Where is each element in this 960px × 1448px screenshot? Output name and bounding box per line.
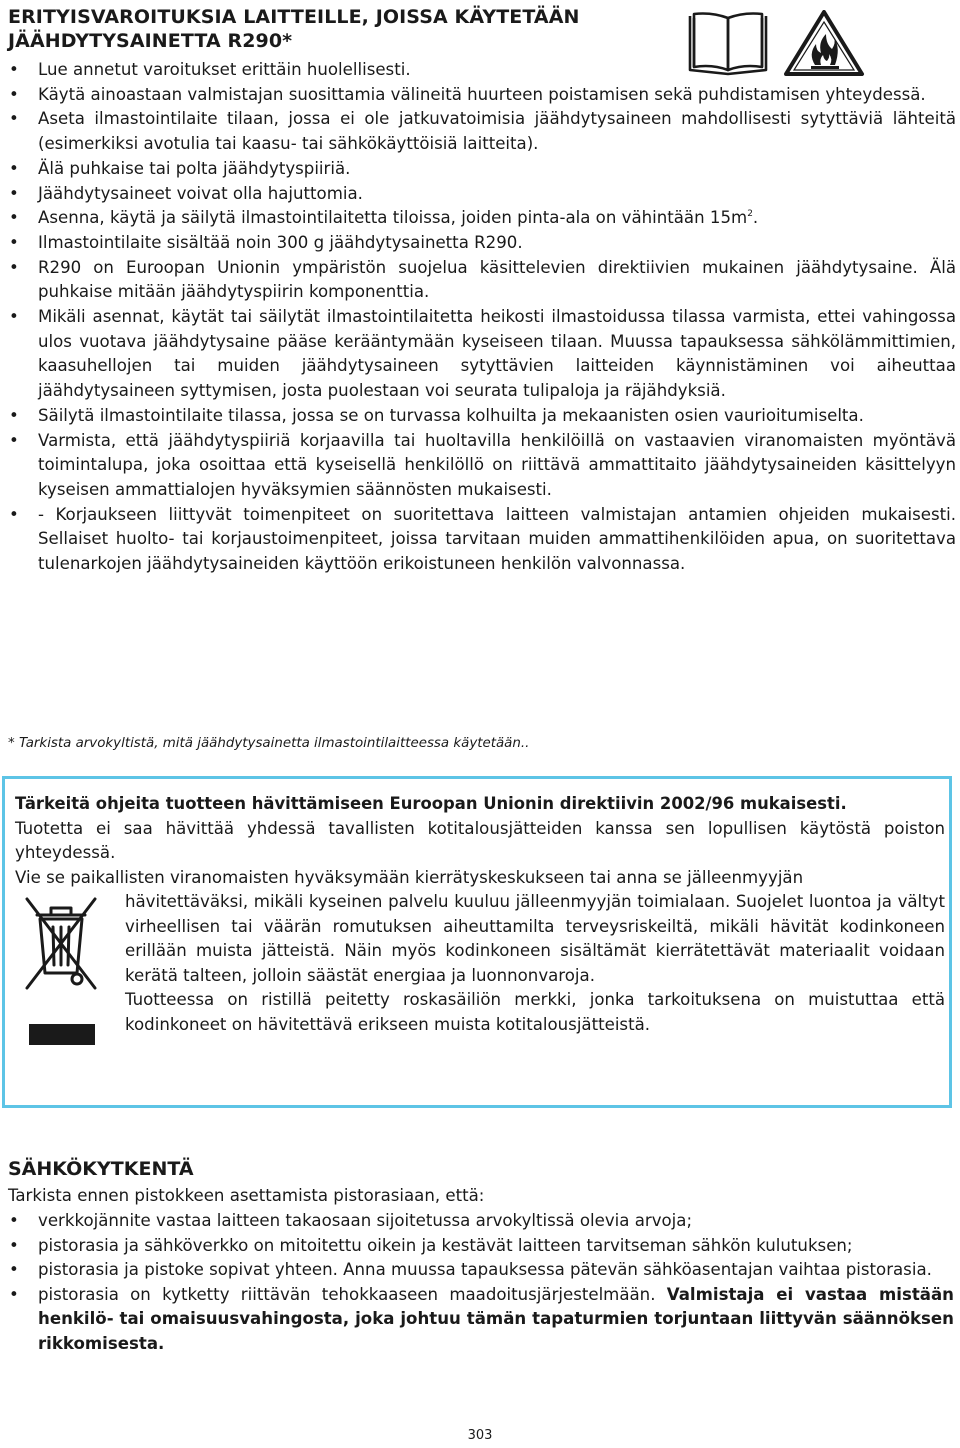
warning-item: • R290 on Euroopan Unionin ympäristön suojelua käsittelevien direktiivien mukainen jäähdytysaine. Älä puhkaise mitään jäähdytyspiirin komponenttia. xyxy=(8,256,956,305)
electrical-connection-intro: Tarkista ennen pistokkeen asettamista pistorasiaan, että: xyxy=(8,1186,485,1205)
disposal-paragraph-recycling xyxy=(15,866,945,1038)
refrigerant-warnings-list xyxy=(8,58,956,577)
disposal-instructions-box xyxy=(2,776,952,1108)
electrical-check-item: • verkkojännite vastaa laitteen takaosaan sijoitetussa arvokyltissä olevia arvoja; xyxy=(8,1209,954,1234)
page-number: 303 xyxy=(467,1428,493,1443)
room-area-suffix: . xyxy=(752,208,759,228)
disposal-title: Tärkeitä ohjeita tuotteen hävittämiseen Euroopan Unionin direktiivin 2002/96 mukaisesti. xyxy=(15,794,847,813)
warning-item: • Mikäli asennat, käytät tai säilytät ilmastointilaitetta heikosti ilmastoidussa tilassa varmista, ettei vahingossa ulos vuotava jäähdytysaine pääse kerääntymään kyseiseen tilaan. Muussa tapauksessa sähkölämmittimien, kaasuhellojen tai muiden jäähdytysaineen sytyttävien laitteiden käynnistäminen voi aiheuttaa jäähdytysaineen syttymisen, josta puolestaan voi seurata tulipaloja ja räjähdyksiä. xyxy=(8,305,956,404)
refrigerant-warnings-title-line1: ERITYISVAROITUKSIA LAITTEILLE, JOISSA KÄYTETÄÄN xyxy=(8,6,580,28)
warning-item: • Jäähdytysaineet voivat olla hajuttomia. xyxy=(8,182,956,207)
disposal-bin-symbol-note: Tuotteessa on ristillä peitetty roskasäiliön merkki, jonka tarkoituksena on muistuttaa että kodinkoneet on hävitettävä erikseen muista kotitalousjätteistä. xyxy=(125,990,945,1034)
room-area-text: Asenna, käytä ja säilytä ilmastointilaitetta tiloissa, joiden pinta-ala on vähintään 15m xyxy=(38,208,748,228)
electrical-connection-title: SÄHKÖKYTKENTÄ xyxy=(8,1158,194,1180)
warning-item: • Säilytä ilmastointilaite tilassa, jossa se on turvassa kolhuilta ja mekaanisten osien vaurioitumiselta. xyxy=(8,404,956,429)
warning-item: • Älä puhkaise tai polta jäähdytyspiiriä. xyxy=(8,157,956,182)
bin-icon-underline-bar xyxy=(29,1024,95,1045)
refrigerant-warnings-title-line2: JÄÄHDYTYSAINETTA R290* xyxy=(8,30,293,52)
refrigerant-footnote: * Tarkista arvokyltistä, mitä jäähdytysainetta ilmastointilaitteessa käytetään.. xyxy=(8,736,530,751)
room-area-superscript: 2 xyxy=(747,209,753,220)
disposal-paragraph: Tuotetta ei saa hävittää yhdessä tavallisten kotitalousjätteiden kanssa sen lopullisen käytöstä poiston yhteydessä. xyxy=(15,818,945,862)
disposal-text xyxy=(15,792,945,1037)
electrical-check-item: • pistorasia ja sähköverkko on mitoitettu oikein ja kestävät laitteen tarvitseman sähkön kulutuksen; xyxy=(8,1234,954,1259)
grounding-text: pistorasia on kytketty riittävän tehokkaaseen maadoitusjärjestelmään. xyxy=(38,1284,656,1304)
disposal-recycling-rest: hävitettäväksi, mikäli kyseinen palvelu kuuluu jälleenmyyjän toimialaan. Suojelet luontoa ja vältyt virheellisen tai väärän romutuksen aiheuttamilta terveysriskeiltä, mikäli hävität kodinkoneen erillään muista jätteistä. Näin myös kodinkoneen sisältämät kierrätettävät materiaalit voidaan kerätä talteen, jolloin säästät energiaa ja luonnonvaroja. xyxy=(125,892,945,985)
liability-disclaimer: Valmistaja ei vastaa mistään henkilö- tai omaisuusvahingosta, joka johtuu tämän tapaturmien torjuntaan liittyvän säännöksen rikkomisesta. xyxy=(38,1284,954,1353)
electrical-check-item-grounding xyxy=(8,1283,954,1357)
electrical-check-item: • pistorasia ja pistoke sopivat yhteen. Anna muussa tapauksessa pätevän sähköasentajan vaihtaa pistorasia. xyxy=(8,1258,954,1283)
crossed-out-wheelie-bin-icon xyxy=(23,895,99,992)
warning-item: • - Korjaukseen liittyvät toimenpiteet on suoritettava laitteen valmistajan antamien ohjeiden mukaisesti. Sellaiset huolto- tai korjaustoimenpiteet, joissa tarvitaan muiden ammattihenkilöiden apua, on suoritettava tulenarkojen jäähdytysaineiden käyttöön erikoistuneen henkilön valvonnassa. xyxy=(8,503,956,577)
warning-item-room-area xyxy=(8,206,956,231)
warning-item: • Ilmastointilaite sisältää noin 300 g jäähdytysainetta R290. xyxy=(8,231,956,256)
warning-item: • Lue annetut varoitukset erittäin huolellisesti. xyxy=(8,58,956,83)
disposal-recycling-lead: Vie se paikallisten viranomaisten hyväksymään kierrätyskeskukseen tai anna se jälleenmyyjän xyxy=(15,867,804,887)
warning-item: • Käytä ainoastaan valmistajan suosittamia välineitä huurteen poistamisen sekä puhdistamisen yhteydessä. xyxy=(8,83,956,108)
refrigerant-warnings-title xyxy=(8,5,648,53)
warning-item: • Varmista, että jäähdytyspiiriä korjaavilla tai huoltavilla henkilöillä on vastaavien viranomaisten myöntävä toimintalupa, joka osoittaa että kyseisellä henkilöllö on riittävä ammattitaito jäähdytysaineiden käsittelyyn kyseisen ammattialojen hyväksymien säännösten mukaisesti. xyxy=(8,429,956,503)
electrical-checklist xyxy=(8,1209,954,1356)
warning-item: • Aseta ilmastointilaite tilaan, jossa ei ole jatkuvatoimisia jäähdytysaineen mahdollisesti sytyttäviä lähteitä (esimerkiksi avotulia tai kaasu- tai sähkökäyttöisiä laitteita). xyxy=(8,107,956,156)
